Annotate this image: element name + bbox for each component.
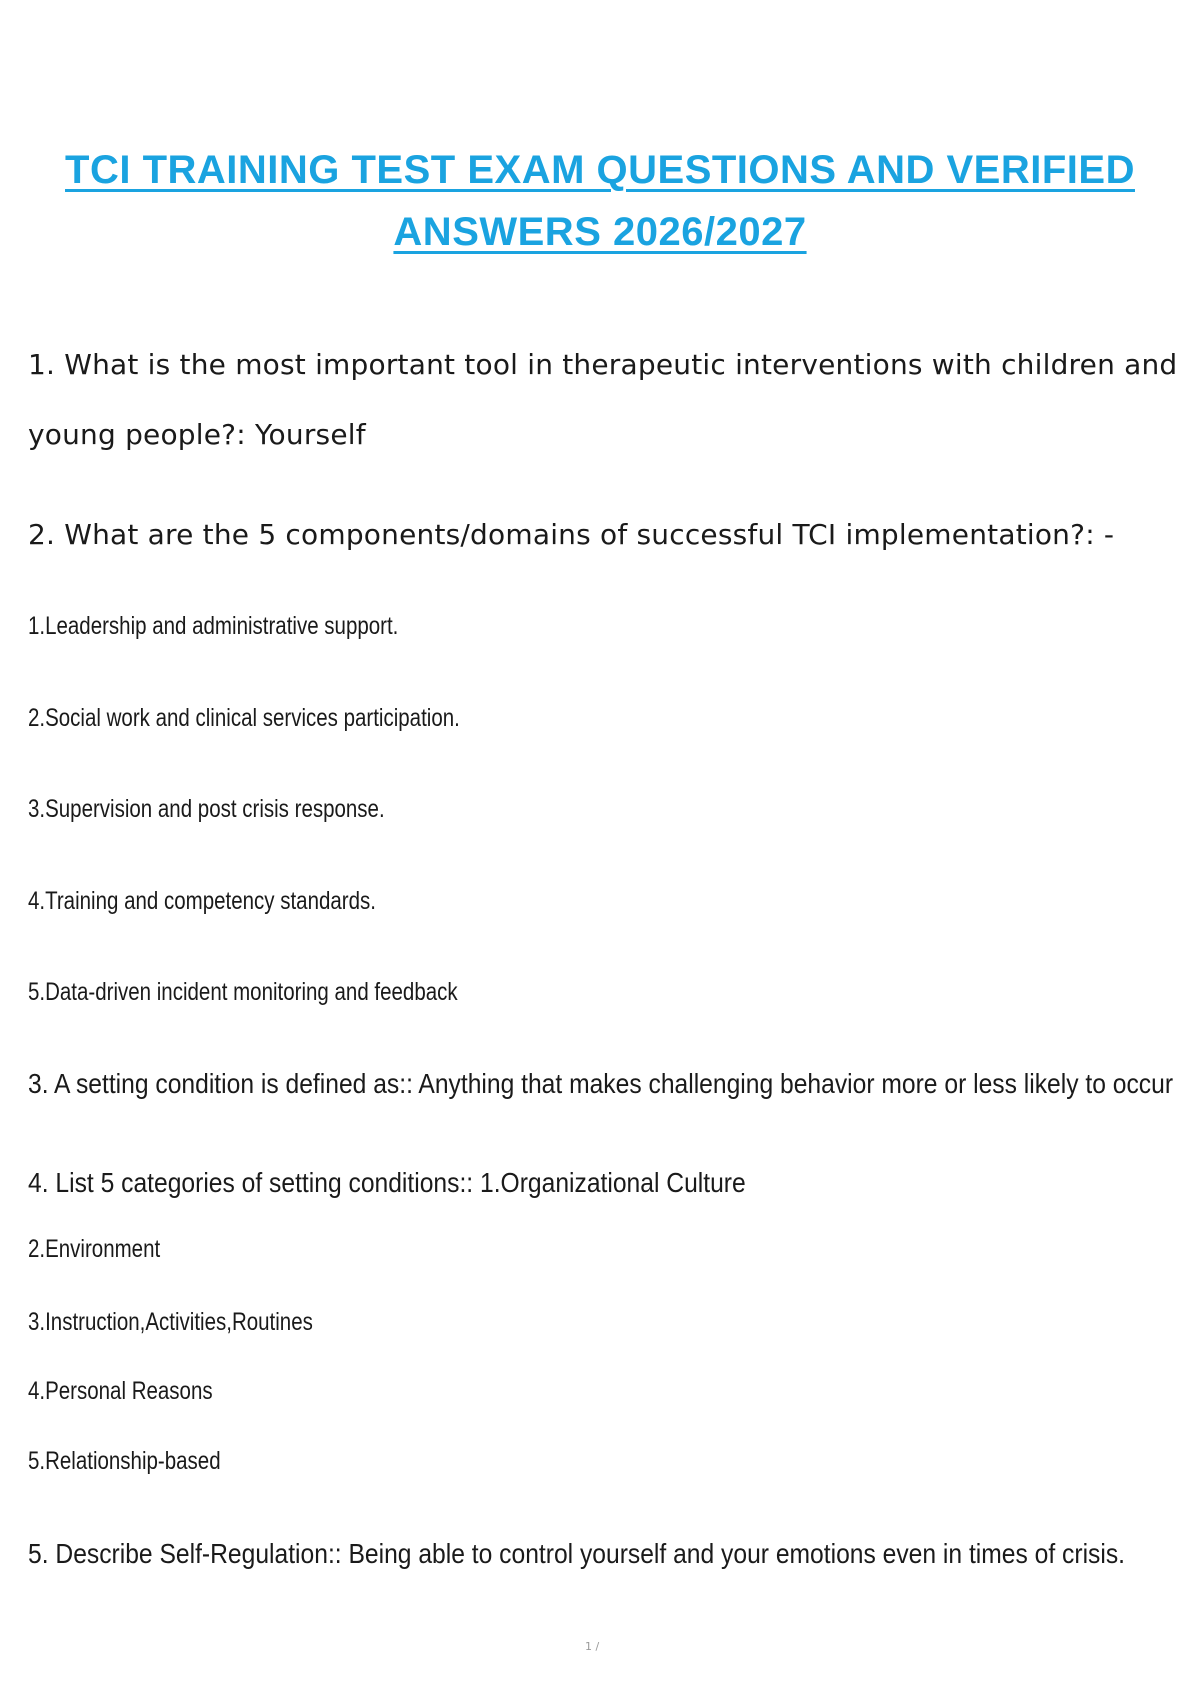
question-4-item-3: 3.Instruction,Activities,Routines bbox=[28, 1308, 313, 1336]
question-3: 3. A setting condition is defined as:: Anything that makes challenging behavior more or less likely to occur bbox=[28, 1068, 1174, 1099]
question-2-item-5: 5.Data-driven incident monitoring and feedback bbox=[28, 978, 458, 1006]
question-2-item-4: 4.Training and competency standards. bbox=[28, 887, 376, 915]
question-4: 4. List 5 categories of setting conditions:: 1.Organizational Culture bbox=[28, 1167, 746, 1198]
question-2: 2. What are the 5 components/domains of successful TCI implementation?: - bbox=[28, 518, 1115, 551]
document-title-line-2: ANSWERS 2026/2027 bbox=[393, 210, 807, 254]
question-2-item-2: 2.Social work and clinical services participation. bbox=[28, 704, 460, 732]
question-2-item-3: 3.Supervision and post crisis response. bbox=[28, 795, 385, 823]
page-number: 1 / bbox=[585, 1640, 600, 1653]
question-5: 5. Describe Self-Regulation:: Being able to control yourself and your emotions even in times of crisis. bbox=[28, 1538, 1126, 1569]
question-1-line-2: young people?: Yourself bbox=[28, 418, 366, 451]
question-4-item-5: 5.Relationship-based bbox=[28, 1447, 221, 1475]
document-title-line-1: TCI TRAINING TEST EXAM QUESTIONS AND VERIFIED bbox=[65, 148, 1135, 192]
question-4-item-2: 2.Environment bbox=[28, 1235, 161, 1263]
question-4-item-4: 4.Personal Reasons bbox=[28, 1377, 213, 1405]
question-2-item-1: 1.Leadership and administrative support. bbox=[28, 612, 399, 640]
question-1-line-1: 1. What is the most important tool in therapeutic interventions with children and bbox=[28, 348, 1178, 381]
